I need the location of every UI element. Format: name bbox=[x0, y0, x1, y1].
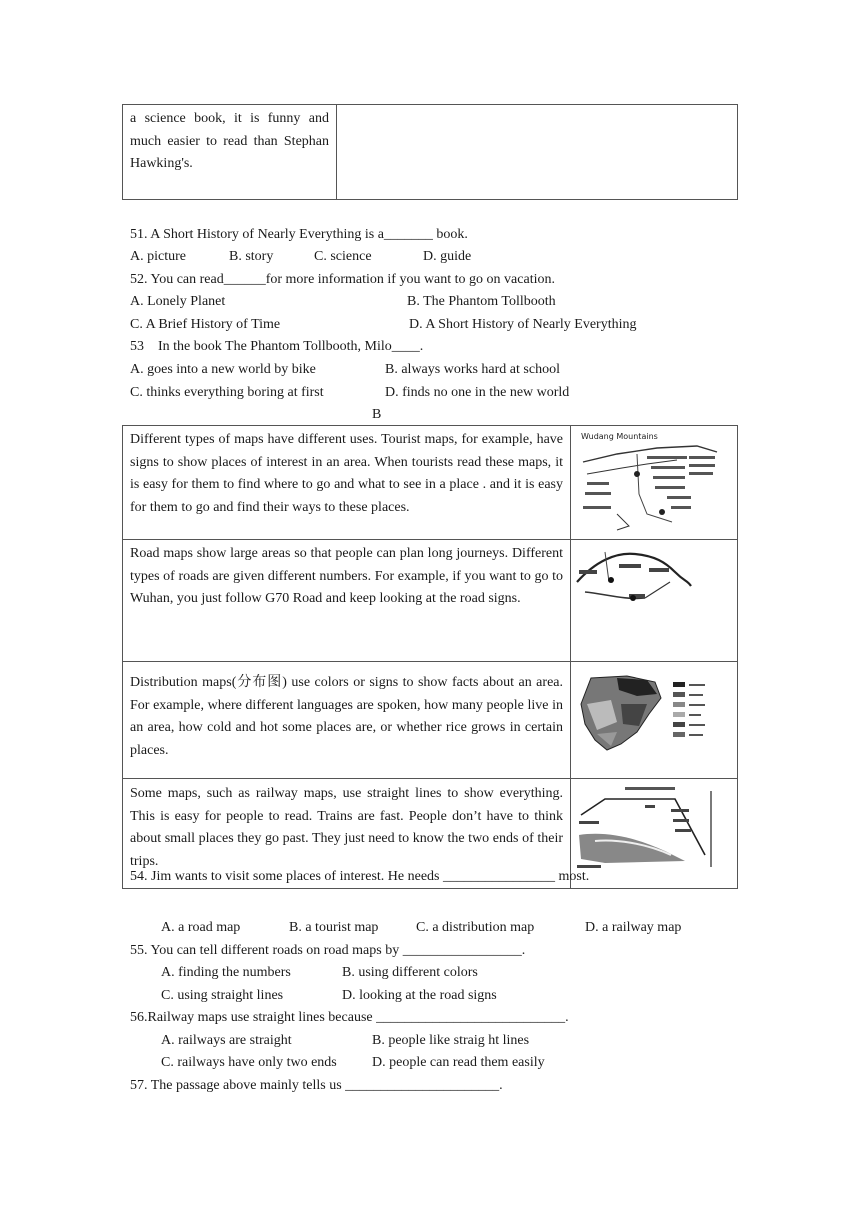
q56-option-c: C. railways have only two ends bbox=[161, 1055, 337, 1070]
q52-option-a: A. Lonely Planet bbox=[130, 294, 226, 309]
q52-option-d: D. A Short History of Nearly Everything bbox=[409, 317, 637, 332]
distribution-map-text: Distribution maps(分布图) use colors or signs to show facts about an area. For example, where different languages are spoken, how many people live in an area, how cold and hot some places are, or whether rice grows in certain places. bbox=[130, 675, 563, 758]
q51-option-c: C. science bbox=[314, 249, 372, 264]
q53-option-c: C. thinks everything boring at first bbox=[130, 385, 324, 400]
map-row-image-cell bbox=[571, 779, 738, 889]
q56-stem: 56.Railway maps use straight lines because ___________________________. bbox=[130, 1010, 569, 1025]
q54-option-b: B. a tourist map bbox=[289, 920, 379, 935]
tourist-map-drawing bbox=[577, 434, 727, 534]
q51-stem: 51. A Short History of Nearly Everything is a_______ book. bbox=[130, 227, 468, 242]
q55-option-b: B. using different colors bbox=[342, 965, 478, 980]
map-row-image-cell bbox=[571, 426, 738, 540]
q52-option-c: C. A Brief History of Time bbox=[130, 317, 281, 332]
q55-stem: 55. You can tell different roads on road maps by _________________. bbox=[130, 943, 526, 958]
q55-option-d: D. looking at the road signs bbox=[342, 988, 497, 1003]
railway-map-text: Some maps, such as railway maps, use straight lines to show everything. This is easy for people to read. Trains are fast. People don’t have to think about small places they go past. They just need to know the two ends of their trips. bbox=[130, 786, 563, 869]
map-row-image-cell bbox=[571, 662, 738, 779]
q51-option-b: B. story bbox=[229, 249, 274, 264]
q52-stem: 52. You can read______for more information if you want to go on vacation. bbox=[130, 272, 555, 287]
map-row-distribution bbox=[123, 662, 738, 779]
road-map-drawing bbox=[575, 542, 695, 612]
map-row-text-cell bbox=[123, 426, 571, 540]
road-map-text: Road maps show large areas so that people can plan long journeys. Different types of roads are given different numbers. For example, if you want to go to Wuhan, you just follow G70 Road and keep looking at the road signs. bbox=[130, 546, 563, 607]
distribution-map-drawing bbox=[577, 674, 717, 764]
q55-option-c: C. using straight lines bbox=[161, 988, 284, 1003]
q52-option-b: B. The Phantom Tollbooth bbox=[407, 294, 556, 309]
map-row-tourist bbox=[123, 426, 738, 540]
q53-stem: 53 In the book The Phantom Tollbooth, Milo____. bbox=[130, 339, 424, 354]
q53-option-d: D. finds no one in the new world bbox=[385, 385, 570, 400]
q54-option-a: A. a road map bbox=[161, 920, 241, 935]
q51-option-a: A. picture bbox=[130, 249, 186, 264]
map-row-road bbox=[123, 540, 738, 662]
q51-option-d: D. guide bbox=[423, 249, 472, 264]
railway-map-drawing bbox=[575, 785, 721, 875]
top-table-right-cell bbox=[337, 105, 738, 200]
tourist-map-text: Different types of maps have different uses. Tourist maps, for example, have signs to show places of interest in an area. When tourists read these maps, it is easy for them to find where to go and what to see in a place . and it is easy for them to go and find their ways to these places. bbox=[130, 432, 563, 515]
q54-stem: 54. Jim wants to visit some places of interest. He needs ________________ most. bbox=[130, 869, 590, 884]
tourist-map-title: Wudang Mountains bbox=[581, 432, 658, 441]
top-table-left-cell bbox=[123, 105, 337, 200]
q56-option-b: B. people like straig ht lines bbox=[372, 1033, 530, 1048]
q54-option-d: D. a railway map bbox=[585, 920, 682, 935]
map-table bbox=[122, 425, 738, 889]
q53-option-a: A. goes into a new world by bike bbox=[130, 362, 316, 377]
q53-option-b: B. always works hard at school bbox=[385, 362, 560, 377]
top-table bbox=[122, 104, 738, 200]
q56-option-d: D. people can read them easily bbox=[372, 1055, 545, 1070]
section-b-label: B bbox=[372, 407, 382, 422]
q56-option-a: A. railways are straight bbox=[161, 1033, 292, 1048]
q55-option-a: A. finding the numbers bbox=[161, 965, 291, 980]
q57-stem: 57. The passage above mainly tells us ______________________. bbox=[130, 1078, 503, 1093]
map-row-text-cell bbox=[123, 540, 571, 662]
top-table-left-text: a science book, it is funny and much easier to read than Stephan Hawking's. bbox=[130, 111, 329, 172]
map-row-image-cell bbox=[571, 540, 738, 662]
map-row-text-cell bbox=[123, 662, 571, 779]
q54-option-c: C. a distribution map bbox=[416, 920, 535, 935]
